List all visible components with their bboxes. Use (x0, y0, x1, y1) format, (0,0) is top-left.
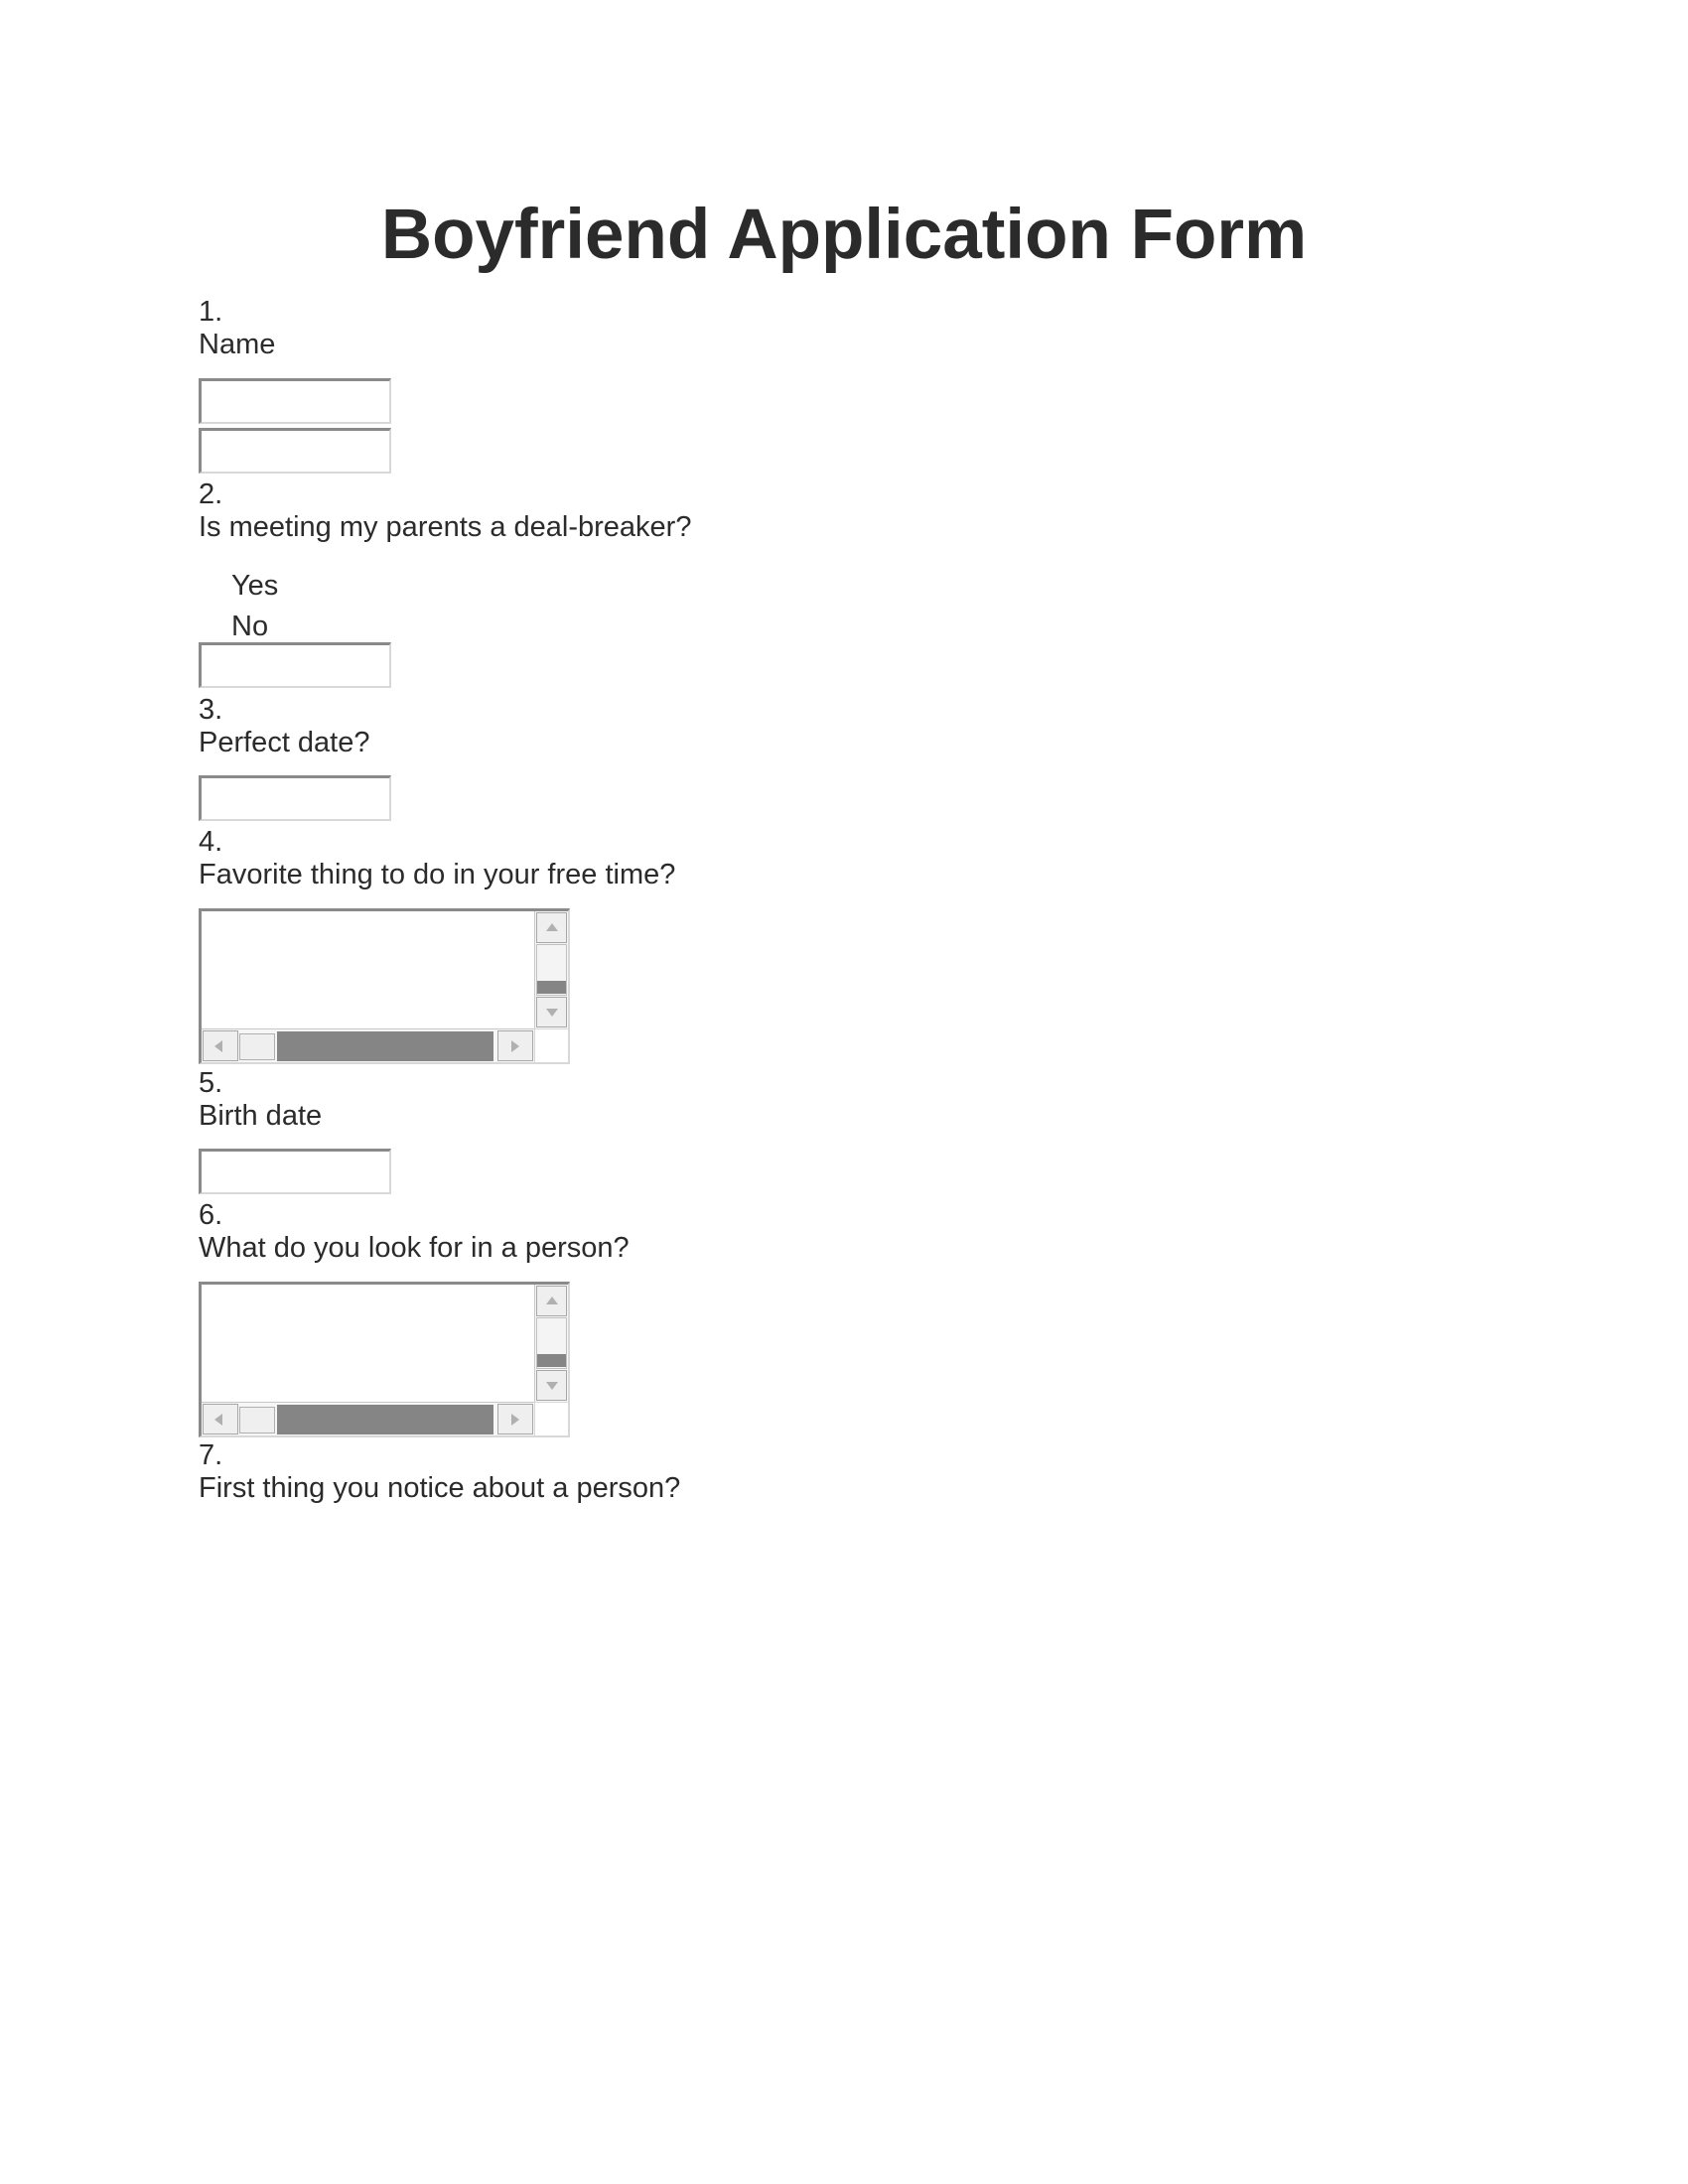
scroll-track-segment[interactable] (239, 1407, 275, 1433)
arrow-left-icon (214, 1414, 222, 1426)
vertical-scrollbar[interactable] (534, 1285, 568, 1402)
question-2-number: 2. (199, 478, 223, 510)
scroll-left-button[interactable] (203, 1404, 238, 1434)
question-1-label: Name (199, 329, 276, 360)
arrow-up-icon (546, 1297, 558, 1304)
scroll-right-button[interactable] (497, 1030, 533, 1061)
question-6-label: What do you look for in a person? (199, 1232, 630, 1264)
question-2-label: Is meeting my parents a deal-breaker? (199, 511, 692, 543)
arrow-right-icon (511, 1414, 519, 1426)
arrow-up-icon (546, 923, 558, 931)
scroll-up-button[interactable] (536, 1286, 567, 1316)
question-1-number: 1. (199, 296, 223, 328)
question-3-label: Perfect date? (199, 727, 370, 758)
scroll-up-button[interactable] (536, 912, 567, 943)
scroll-track-segment[interactable] (239, 1033, 275, 1060)
name-field[interactable] (199, 378, 391, 424)
scrollbar-corner (534, 1028, 568, 1062)
scroll-thumb[interactable] (537, 981, 566, 994)
vertical-scrollbar[interactable] (534, 911, 568, 1028)
perfect-date-field[interactable] (199, 775, 391, 821)
free-time-textarea[interactable] (199, 908, 570, 1064)
look-for-textarea[interactable] (199, 1282, 570, 1437)
question-3-number: 3. (199, 694, 223, 726)
scrollbar-corner (534, 1402, 568, 1435)
scroll-right-button[interactable] (497, 1404, 533, 1434)
name-field-2[interactable] (199, 428, 391, 474)
scroll-thumb[interactable] (537, 1354, 566, 1367)
horizontal-scrollbar[interactable] (202, 1028, 534, 1062)
horizontal-scrollbar[interactable] (202, 1402, 534, 1435)
question-7-label: First thing you notice about a person? (199, 1472, 681, 1504)
horizontal-scroll-thumb[interactable] (277, 1405, 493, 1434)
question-7-number: 7. (199, 1439, 223, 1471)
option-no[interactable]: No (231, 611, 269, 642)
arrow-left-icon (214, 1040, 222, 1052)
question-6-number: 6. (199, 1199, 223, 1231)
arrow-right-icon (511, 1040, 519, 1052)
scroll-down-button[interactable] (536, 997, 567, 1027)
page-title: Boyfriend Application Form (380, 196, 1308, 274)
arrow-down-icon (546, 1382, 558, 1390)
scroll-left-button[interactable] (203, 1030, 238, 1061)
question-4-number: 4. (199, 826, 223, 858)
question-5-number: 5. (199, 1067, 223, 1099)
scroll-down-button[interactable] (536, 1370, 567, 1401)
option-yes[interactable]: Yes (231, 570, 279, 602)
birth-date-field[interactable] (199, 1149, 391, 1194)
question-4-label: Favorite thing to do in your free time? (199, 859, 676, 890)
horizontal-scroll-thumb[interactable] (277, 1031, 493, 1061)
question-5-label: Birth date (199, 1100, 323, 1132)
arrow-down-icon (546, 1009, 558, 1017)
parents-answer-field[interactable] (199, 642, 391, 688)
